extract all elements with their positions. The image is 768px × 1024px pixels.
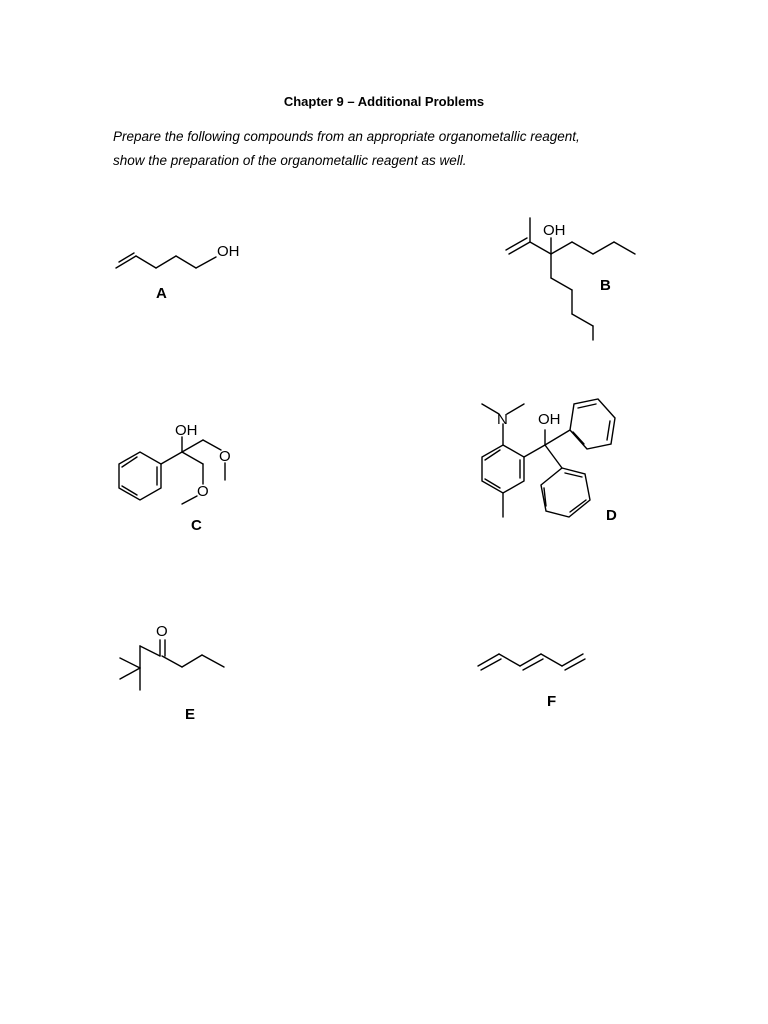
compound-a-structure xyxy=(116,243,240,268)
compound-a-label: A xyxy=(156,285,167,302)
page-title: Chapter 9 – Additional Problems xyxy=(283,94,485,109)
compound-c-label: C xyxy=(191,517,202,534)
compound-d-hydroxyl: OH xyxy=(538,411,561,428)
compound-c-ether-oxygen-2: O xyxy=(197,483,209,500)
compound-e-carbonyl-oxygen: O xyxy=(156,623,168,640)
compound-e-label: E xyxy=(185,706,196,723)
compound-d-label: D xyxy=(606,507,617,524)
compound-b-hydroxyl: OH xyxy=(543,222,566,239)
compound-f-label: F xyxy=(547,693,557,710)
compound-c-ether-oxygen-1: O xyxy=(219,448,231,465)
compound-b-label: B xyxy=(600,277,611,294)
instruction-line-2: show the preparation of the organometallic reagent as well. xyxy=(113,153,467,168)
compound-d-nitrogen: N xyxy=(497,411,508,428)
instruction-line-1: Prepare the following compounds from an appropriate organometallic reagent, xyxy=(113,129,580,144)
compound-b-structure xyxy=(506,218,635,340)
compound-c-hydroxyl: OH xyxy=(175,422,198,439)
compound-d-structure xyxy=(482,399,615,517)
compound-e-structure xyxy=(120,623,224,690)
compound-f-structure xyxy=(478,654,585,670)
compound-c-structure xyxy=(119,422,231,504)
compound-a-hydroxyl: OH xyxy=(217,243,240,260)
